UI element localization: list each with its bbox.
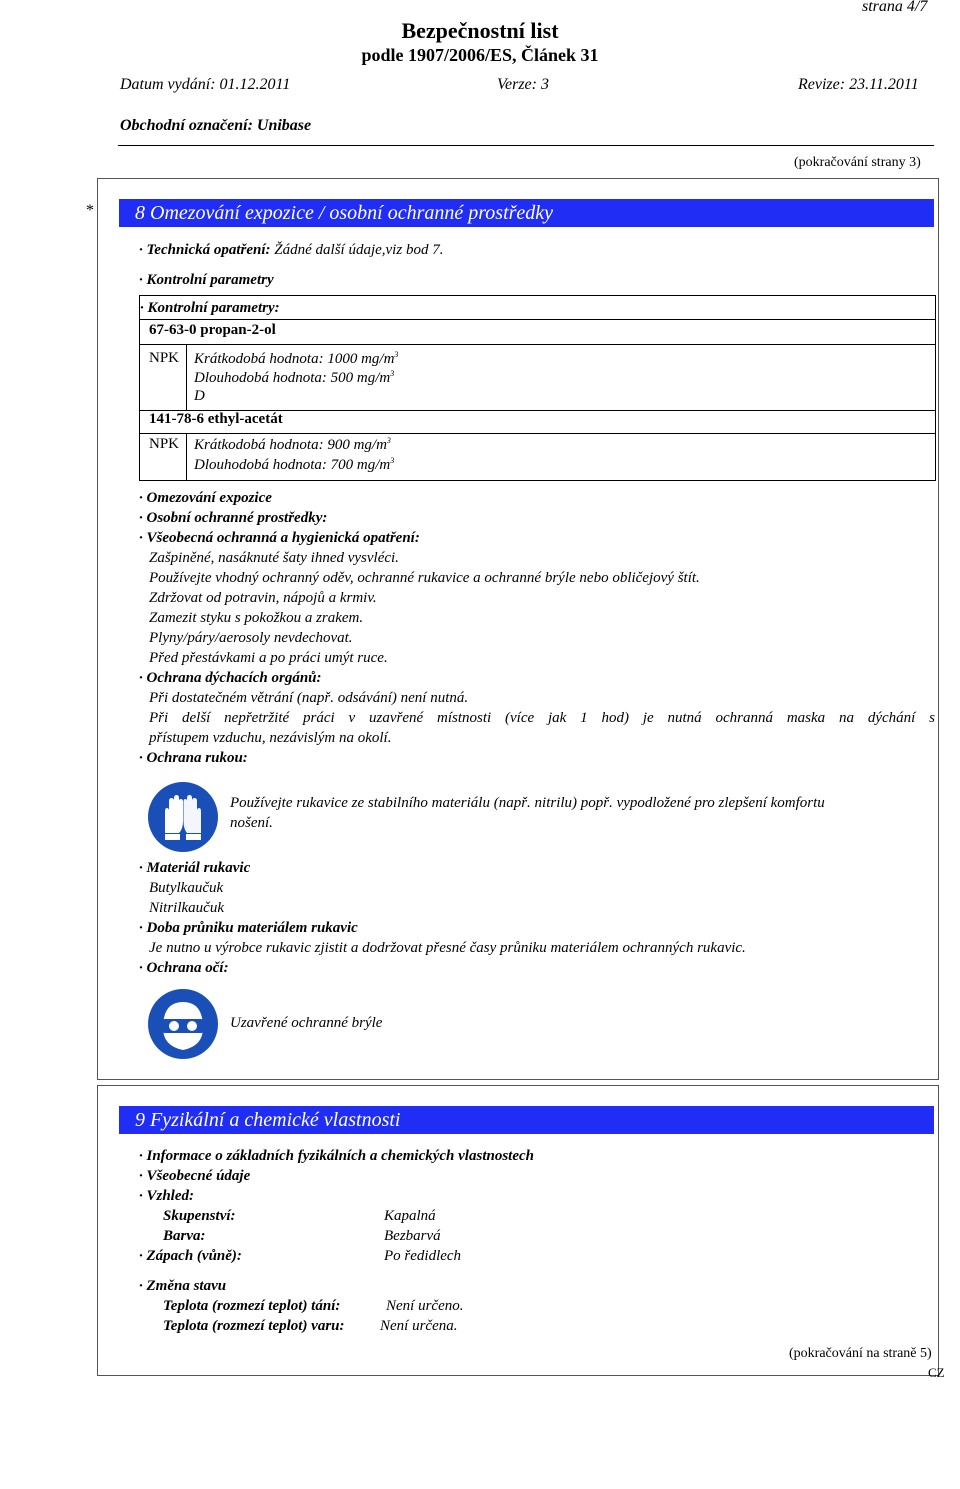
glove-material: Nitrilkaučuk: [149, 900, 224, 916]
general-measure-line: Zašpiněné, nasáknuté šaty ihned vysvléci.: [149, 550, 399, 566]
limit-code: NPK: [149, 350, 180, 366]
odor-label: · Zápach (vůně):: [139, 1248, 242, 1264]
page-number: strana 4/7: [862, 0, 928, 15]
substance-name: 67-63-0 propan-2-ol: [149, 322, 276, 338]
eye-protection-text: Uzavřené ochranné brýle: [230, 1015, 383, 1031]
change-marker: *: [86, 202, 94, 219]
penetration-text: Je nutno u výrobce rukavic zjistit a dodržovat přesné časy průniku materiálem ochranných rukavic.: [149, 940, 746, 956]
general-measure-line: Plyny/páry/aerosoly nevdechovat.: [149, 630, 353, 646]
odor-value: Po ředidlech: [384, 1248, 462, 1264]
table-col-divider: [186, 344, 187, 411]
table-col-divider: [186, 433, 187, 481]
gloves-icon: [147, 781, 219, 853]
appearance-heading: · Vzhled:: [139, 1188, 195, 1204]
general-measure-line: Zamezit styku s pokožkou a zrakem.: [149, 610, 364, 626]
control-params: · Kontrolní parametry: [139, 272, 274, 288]
general-measures-heading: · Všeobecná ochranná a hygienická opatření:: [139, 530, 420, 546]
section8-title-bar: [119, 199, 934, 227]
melting-value: Není určeno.: [386, 1298, 464, 1314]
section9-title: 9 Fyzikální a chemické vlastnosti: [135, 1109, 401, 1131]
respiratory-line: Při dostatečném větrání (např. odsávání) není nutná.: [149, 690, 469, 706]
ppe-heading: · Osobní ochranné prostředky:: [139, 510, 328, 526]
color-value: Bezbarvá: [384, 1228, 441, 1244]
tech-measures-label: · Technická opatření:: [139, 242, 271, 258]
table-heading: · Kontrolní parametry:: [140, 300, 280, 316]
short-term-limit: Krátkodobá hodnota: 1000 $mg/m^3$: [194, 350, 399, 367]
section9-title-bar: [119, 1106, 934, 1134]
long-term-limit: Dlouhodobá hodnota: 700 $mg/m^3$: [194, 456, 395, 473]
general-info-heading: · Všeobecné údaje: [139, 1168, 251, 1184]
section8-title: 8 Omezování expozice / osobní ochranné prostředky: [135, 202, 554, 224]
state-label: Skupenství:: [163, 1208, 236, 1224]
general-measure-line: Zdržovat od potravin, nápojů a krmiv.: [149, 590, 377, 606]
substance-name: 141-78-6 ethyl-acetát: [149, 411, 283, 427]
hand-protection-text: nošení.: [230, 815, 273, 831]
melting-label: Teplota (rozmezí teplot) tání:: [163, 1298, 341, 1314]
continued-to: (pokračování na straně 5): [789, 1346, 932, 1361]
eye-protection-heading: · Ochrana očí:: [139, 960, 229, 976]
boiling-value: Není určena.: [380, 1318, 458, 1334]
document-subtitle: podle 1907/2006/ES, Článek 31: [361, 45, 599, 65]
goggles-icon: [147, 988, 219, 1060]
version: Verze: 3: [497, 76, 549, 93]
language-code: CZ: [928, 1365, 945, 1380]
revision: Revize: 23.11.2011: [798, 76, 919, 93]
tech-measures-value: Žádné další údaje,viz bod 7.: [274, 242, 444, 258]
limit-code: NPK: [149, 436, 180, 452]
table-divider: [139, 319, 936, 320]
table-divider: [139, 344, 936, 345]
state-change-heading: · Změna stavu: [139, 1278, 227, 1294]
respiratory-heading: · Ochrana dýchacích orgánů:: [139, 670, 322, 686]
respiratory-line: Při delší nepřetržité práci v uzavřené místnosti (více jak 1 hod) je nutná ochranná maska na dýchání s: [149, 710, 935, 726]
table-divider: [139, 433, 936, 434]
glove-material-heading: · Materiál rukavic: [139, 860, 251, 876]
boiling-label: Teplota (rozmezí teplot) varu:: [163, 1318, 345, 1334]
respiratory-line: přístupem vzduchu, nezávislým na okolí.: [149, 730, 392, 746]
short-term-limit: Krátkodobá hodnota: 900 $mg/m^3$: [194, 436, 391, 453]
document-title: Bezpečnostní list: [401, 18, 559, 43]
penetration-heading: · Doba průniku materiálem rukavic: [139, 920, 358, 936]
general-measure-line: Před přestávkami a po práci umýt ruce.: [149, 650, 388, 666]
header-divider: [118, 145, 934, 146]
hand-protection-heading: · Ochrana rukou:: [139, 750, 248, 766]
phys-info-heading: · Informace o základních fyzikálních a chemických vlastnostech: [139, 1148, 534, 1164]
issue-date: Datum vydání: 01.12.2011: [120, 76, 291, 93]
color-label: Barva:: [163, 1228, 206, 1244]
trade-name: Obchodní označení: Unibase: [120, 117, 312, 134]
continued-from: (pokračování strany 3): [794, 155, 921, 170]
limit-note: D: [194, 388, 205, 404]
general-measure-line: Používejte vhodný ochranný oděv, ochranné rukavice a ochranné brýle nebo obličejový štít.: [149, 570, 700, 586]
tech-measures: [139, 242, 443, 259]
state-value: Kapalná: [384, 1208, 436, 1224]
long-term-limit: Dlouhodobá hodnota: 500 $mg/m^3$: [194, 369, 395, 386]
exposure-limitation: · Omezování expozice: [139, 490, 272, 506]
glove-material: Butylkaučuk: [149, 880, 224, 896]
hand-protection-text: Používejte rukavice ze stabilního materiálu (např. nitrilu) popř. vypodložené pro zlepšení komfortu: [230, 795, 825, 811]
